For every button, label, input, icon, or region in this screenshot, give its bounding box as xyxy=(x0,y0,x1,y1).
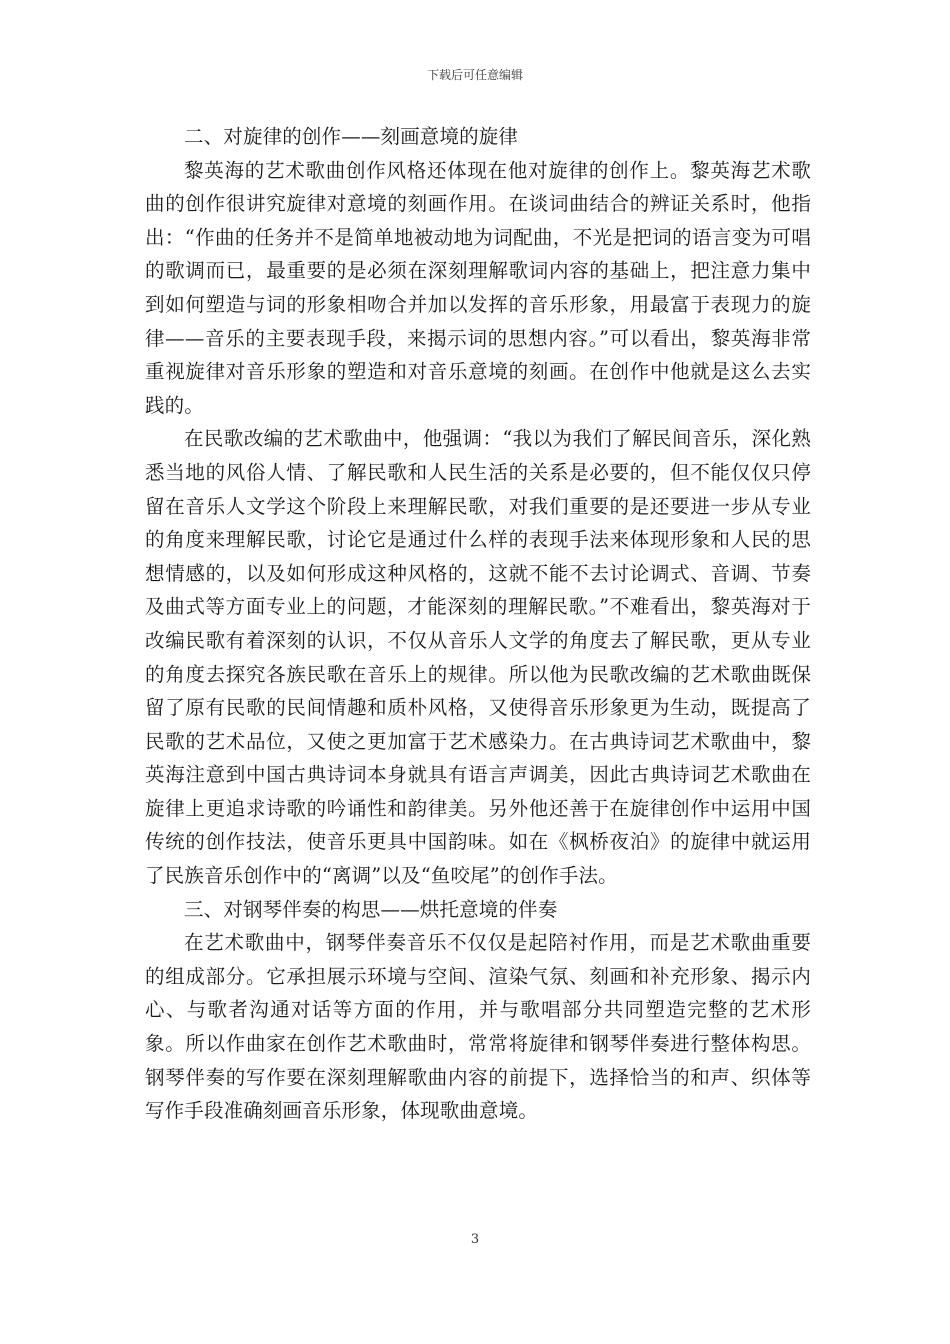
section-heading-melody: 二、对旋律的创作——刻画意境的旋律 xyxy=(184,125,519,148)
page-number: 3 xyxy=(470,1232,480,1247)
paragraph-piano-accompaniment: 在艺术歌曲中，钢琴伴奏音乐不仅仅是起陪衬作用，而是艺术歌曲重要的组成部分。它承担展示环境与空间、渲染气氛、刻画和补充形象、揭示内心、与歌者沟通对话等方面的作用，并与歌唱部分共同塑造完整的艺术形象。所以作曲家在创作艺术歌曲时，常常将旋律和钢琴伴奏进行整体构思。钢琴伴奏的写作要在深刻理解歌曲内容的前提下，选择恰当的和声、织体等写作手段准确刻画音乐形象，体现歌曲意境。 xyxy=(145,931,811,1123)
page-header: 下载后可任意编辑 xyxy=(426,68,523,82)
paragraph-melody-intro: 黎英海的艺术歌曲创作风格还体现在他对旋律的创作上。黎英海艺术歌曲的创作很讲究旋律对意境的刻画作用。在谈词曲结合的辨证关系时，他指出：“作曲的任务并不是简单地被动地为词配曲，不光是把词的语言变为可唱的歌调而已，最重要的是必须在深刻理解歌词内容的基础上，把注意力集中到如何塑造与词的形象相吻合并加以发挥的音乐形象，用最富于表现力的旋律——音乐的主要表现手段，来揭示词的思想内容。”可以看出，黎英海非常重视旋律对音乐形象的塑造和对音乐意境的刻画。在创作中他就是这么去实践的。 xyxy=(145,158,811,417)
paragraph-folk-song: 在民歌改编的艺术歌曲中，他强调：“我以为我们了解民间音乐，深化熟悉当地的风俗人情、了解民歌和人民生活的关系是必要的，但不能仅仅只停留在音乐人文学这个阶段上来理解民歌，对我们重要的是还要进一步从专业的角度来理解民歌，讨论它是通过什么样的表现手法来体现形象和人民的思想情感的，以及如何形成这种风格的，这就不能不去讨论调式、音调、节奏及曲式等方面专业上的问题，才能深刻的理解民歌。”不难看出，黎英海对于改编民歌有着深刻的认识，不仅从音乐人文学的角度去了解民歌，更从专业的角度去探究各族民歌在音乐上的规律。所以他为民歌改编的艺术歌曲既保留了原有民歌的民间情趣和质朴风格，又使得音乐形象更为生动，既提高了民歌的艺术品位，又使之更加富于艺术感染力。在古典诗词艺术歌曲中，黎英海注意到中国古典诗词本身就具有语言声调美，因此古典诗词艺术歌曲在旋律上更追求诗歌的吟诵性和韵律美。另外他还善于在旋律创作中运用中国传统的创作技法，使音乐更具中国韵味。如在《枫桥夜泊》的旋律中就运用了民族音乐创作中的“离调”以及“鱼咬尾”的创作手法。 xyxy=(145,427,811,888)
document-body xyxy=(145,120,811,1128)
section-heading-piano: 三、对钢琴伴奏的构思——烘托意境的伴奏 xyxy=(184,897,558,921)
